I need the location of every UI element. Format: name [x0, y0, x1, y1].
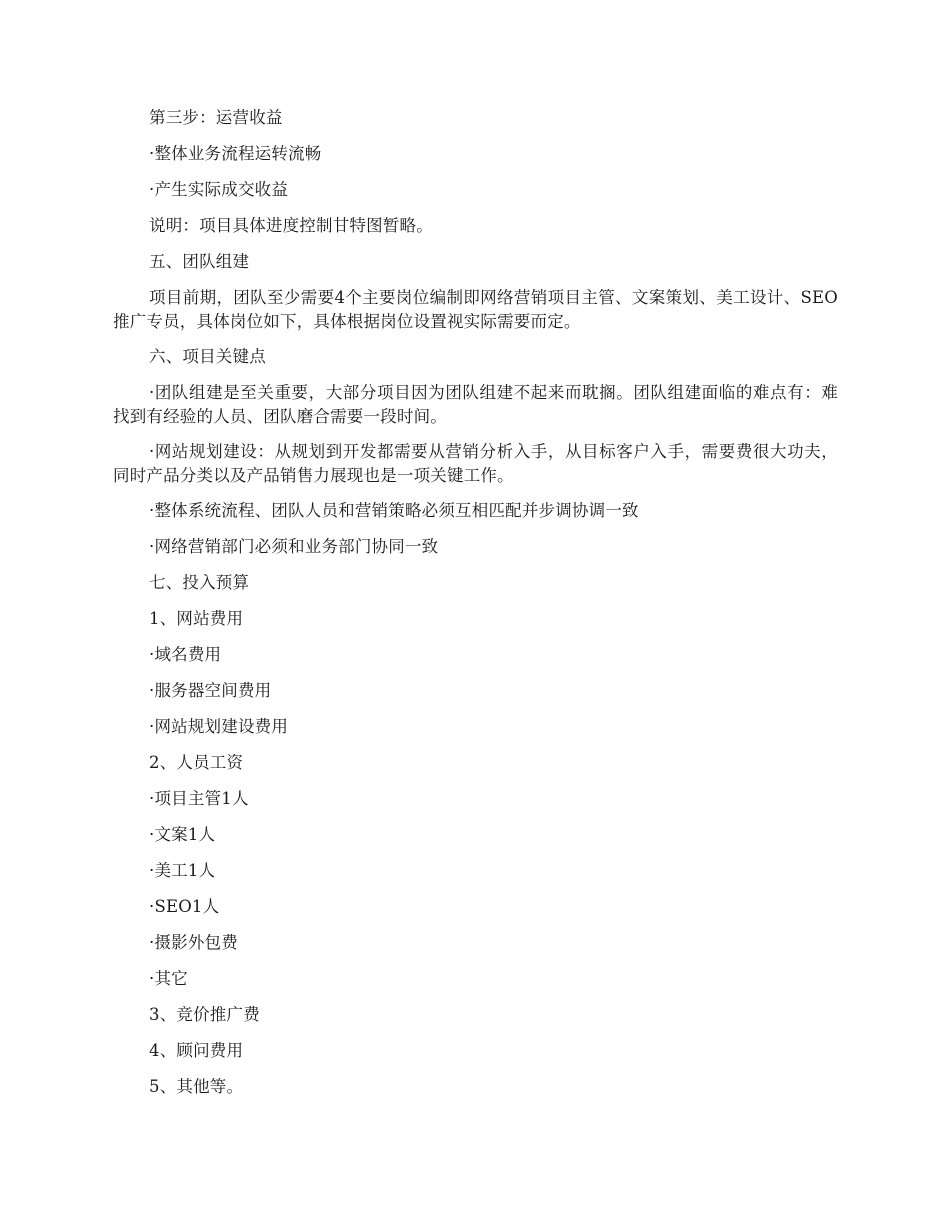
bullet-item: ·SEO1人 [149, 897, 220, 916]
bullet-item: ·其它 [149, 969, 188, 988]
budget-item: 1、网站费用 [149, 609, 244, 628]
budget-item: 5、其他等。 [149, 1077, 244, 1096]
team-paragraph: 项目前期，团队至少需要4个主要岗位编制即网络营销项目主管、文案策划、美工设计、SEO推广专员，具体岗位如下，具体根据岗位设置视实际需要而定。 [113, 288, 838, 331]
bullet-item: ·整体业务流程运转流畅 [149, 144, 322, 163]
bullet-item: ·域名费用 [149, 645, 222, 664]
bullet-item: ·美工1人 [149, 861, 216, 880]
bullet-item: ·网站规划建设费用 [149, 717, 289, 736]
budget-item: 3、竞价推广费 [149, 1005, 260, 1024]
bullet-item: ·网络营销部门必须和业务部门协同一致 [149, 537, 439, 556]
bullet-item: ·项目主管1人 [149, 789, 249, 808]
bullet-item: ·服务器空间费用 [149, 681, 272, 700]
bullet-item: ·团队组建是至关重要，大部分项目因为团队组建不起来而耽搁。团队组建面临的难点有：难找到有经验的人员、团队磨合需要一段时间。 [113, 383, 838, 426]
step-three-heading: 第三步：运营收益 [149, 108, 283, 127]
budget-item: 4、顾问费用 [149, 1041, 244, 1060]
section-heading-key-points: 六、项目关键点 [149, 347, 266, 366]
bullet-item: ·网站规划建设：从规划到开发都需要从营销分析入手，从目标客户入手，需要费很大功夫，同时产品分类以及产品销售力展现也是一项关键工作。 [113, 442, 838, 485]
section-heading-team: 五、团队组建 [149, 252, 250, 271]
bullet-item: ·整体系统流程、团队人员和营销策略必须互相匹配并步调协调一致 [149, 501, 639, 520]
bullet-item: ·产生实际成交收益 [149, 180, 289, 199]
section-heading-budget: 七、投入预算 [149, 573, 250, 592]
bullet-item: ·文案1人 [149, 825, 216, 844]
bullet-item: ·摄影外包费 [149, 933, 238, 952]
document-page [113, 106, 838, 1111]
budget-item: 2、人员工资 [149, 753, 244, 772]
note-paragraph: 说明：项目具体进度控制甘特图暂略。 [149, 216, 433, 235]
